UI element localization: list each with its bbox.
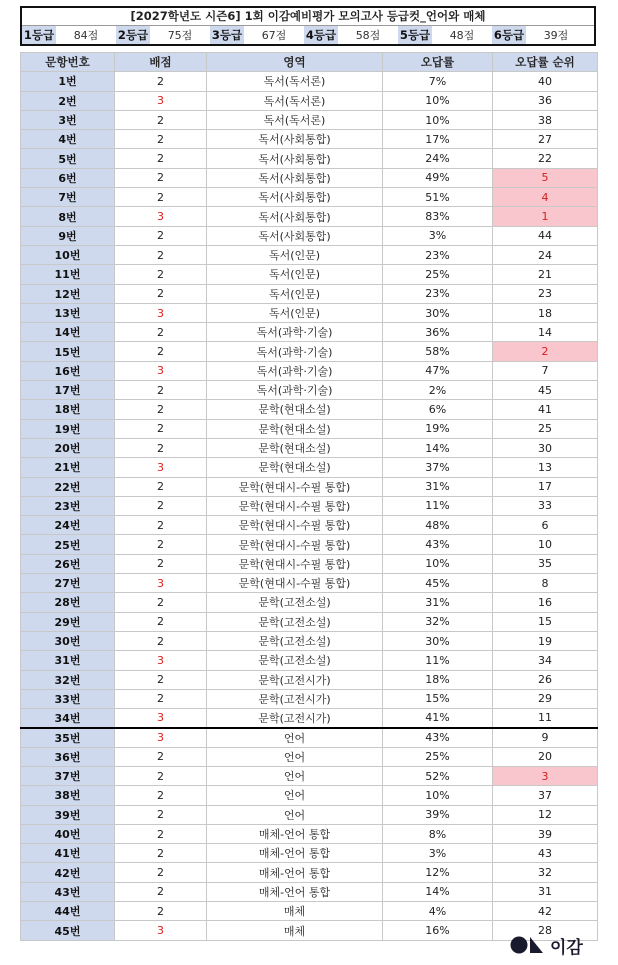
error-rate-cell: 37% (383, 458, 493, 477)
question-number-cell: 39번 (21, 805, 115, 824)
error-rate-cell: 18% (383, 670, 493, 689)
points-cell: 2 (115, 110, 207, 129)
error-rate-cell: 23% (383, 284, 493, 303)
area-cell: 매체 (207, 921, 383, 940)
table-row (21, 303, 598, 322)
table-row (21, 400, 598, 419)
col-header-area: 영역 (207, 53, 383, 72)
table-row (21, 651, 598, 670)
question-number-cell: 5번 (21, 149, 115, 168)
error-rate-cell: 10% (383, 554, 493, 573)
table-row (21, 824, 598, 843)
points-cell: 3 (115, 458, 207, 477)
error-rank-cell: 8 (493, 574, 598, 593)
area-cell: 독서(인문) (207, 303, 383, 322)
cutoff-grade: 5등급 (399, 28, 431, 42)
error-rate-cell: 51% (383, 188, 493, 207)
question-number-cell: 17번 (21, 381, 115, 400)
cutoff-grade: 1등급 (23, 28, 55, 42)
area-cell: 독서(독서론) (207, 91, 383, 110)
igam-logo-mark-icon (510, 935, 544, 955)
question-number-cell: 9번 (21, 226, 115, 245)
error-rate-cell: 43% (383, 535, 493, 554)
points-cell: 3 (115, 574, 207, 593)
cutoff-score: 75점 (167, 29, 193, 42)
area-cell: 문학(현대시-수필 통합) (207, 477, 383, 496)
area-cell: 문학(현대시-수필 통합) (207, 496, 383, 515)
points-cell: 2 (115, 535, 207, 554)
points-cell: 2 (115, 400, 207, 419)
item-analysis-table (20, 52, 598, 941)
area-cell: 문학(현대시-수필 통합) (207, 535, 383, 554)
error-rank-cell: 33 (493, 496, 598, 515)
table-row (21, 670, 598, 689)
area-cell: 독서(사회통합) (207, 226, 383, 245)
error-rank-cell: 23 (493, 284, 598, 303)
error-rate-cell: 14% (383, 438, 493, 457)
area-cell: 언어 (207, 786, 383, 805)
table-row (21, 130, 598, 149)
error-rank-cell: 27 (493, 130, 598, 149)
error-rank-cell: 31 (493, 882, 598, 901)
error-rank-cell: 24 (493, 245, 598, 264)
table-row (21, 110, 598, 129)
error-rate-cell: 48% (383, 516, 493, 535)
error-rank-cell: 26 (493, 670, 598, 689)
question-number-cell: 22번 (21, 477, 115, 496)
points-cell: 3 (115, 303, 207, 322)
points-cell: 2 (115, 786, 207, 805)
table-row (21, 458, 598, 477)
points-cell: 2 (115, 72, 207, 91)
table-row (21, 226, 598, 245)
question-number-cell: 16번 (21, 361, 115, 380)
area-cell: 독서(과학·기술) (207, 323, 383, 342)
question-number-cell: 1번 (21, 72, 115, 91)
question-number-cell: 21번 (21, 458, 115, 477)
question-number-cell: 12번 (21, 284, 115, 303)
points-cell: 3 (115, 361, 207, 380)
error-rank-cell: 20 (493, 747, 598, 766)
points-cell: 2 (115, 554, 207, 573)
error-rank-cell: 40 (493, 72, 598, 91)
table-row (21, 631, 598, 650)
table-row (21, 477, 598, 496)
question-number-cell: 6번 (21, 168, 115, 187)
logo-text: 이감 (550, 937, 583, 958)
area-cell: 언어 (207, 805, 383, 824)
table-row (21, 689, 598, 708)
points-cell: 2 (115, 477, 207, 496)
points-cell: 2 (115, 226, 207, 245)
table-row (21, 149, 598, 168)
table-row (21, 438, 598, 457)
area-cell: 독서(과학·기술) (207, 381, 383, 400)
question-number-cell: 28번 (21, 593, 115, 612)
points-cell: 2 (115, 516, 207, 535)
question-number-cell: 37번 (21, 766, 115, 785)
error-rate-cell: 52% (383, 766, 493, 785)
points-cell: 2 (115, 419, 207, 438)
table-row (21, 728, 598, 747)
area-cell: 독서(독서론) (207, 110, 383, 129)
error-rate-cell: 10% (383, 91, 493, 110)
area-cell: 언어 (207, 728, 383, 747)
table-row (21, 612, 598, 631)
points-cell: 3 (115, 91, 207, 110)
error-rate-cell: 32% (383, 612, 493, 631)
error-rate-cell: 19% (383, 419, 493, 438)
question-number-cell: 40번 (21, 824, 115, 843)
question-number-cell: 24번 (21, 516, 115, 535)
question-number-cell: 33번 (21, 689, 115, 708)
points-cell: 3 (115, 728, 207, 747)
error-rate-cell: 39% (383, 805, 493, 824)
points-cell: 3 (115, 921, 207, 940)
area-cell: 문학(고전소설) (207, 593, 383, 612)
error-rate-cell: 4% (383, 902, 493, 921)
table-row (21, 882, 598, 901)
question-number-cell: 43번 (21, 882, 115, 901)
error-rate-cell: 11% (383, 496, 493, 515)
error-rank-cell: 19 (493, 631, 598, 650)
error-rank-cell: 22 (493, 149, 598, 168)
table-row (21, 323, 598, 342)
points-cell: 2 (115, 612, 207, 631)
error-rank-cell: 29 (493, 689, 598, 708)
error-rank-cell: 18 (493, 303, 598, 322)
error-rank-cell: 7 (493, 361, 598, 380)
points-cell: 2 (115, 130, 207, 149)
points-cell: 2 (115, 188, 207, 207)
area-cell: 매체-언어 통합 (207, 824, 383, 843)
table-row (21, 766, 598, 785)
error-rate-cell: 31% (383, 477, 493, 496)
table-row (21, 516, 598, 535)
points-cell: 2 (115, 496, 207, 515)
error-rank-cell: 17 (493, 477, 598, 496)
error-rank-cell: 10 (493, 535, 598, 554)
area-cell: 문학(현대소설) (207, 400, 383, 419)
area-cell: 문학(고전시가) (207, 709, 383, 728)
points-cell: 2 (115, 323, 207, 342)
table-row (21, 72, 598, 91)
error-rate-cell: 49% (383, 168, 493, 187)
error-rate-cell: 3% (383, 844, 493, 863)
error-rate-cell: 7% (383, 72, 493, 91)
col-header-error-rate: 오답률 (383, 53, 493, 72)
points-cell: 2 (115, 342, 207, 361)
error-rank-cell: 11 (493, 709, 598, 728)
points-cell: 2 (115, 245, 207, 264)
area-cell: 문학(현대소설) (207, 438, 383, 457)
points-cell: 2 (115, 882, 207, 901)
error-rank-cell: 14 (493, 323, 598, 342)
error-rate-cell: 30% (383, 631, 493, 650)
question-number-cell: 3번 (21, 110, 115, 129)
table-row (21, 902, 598, 921)
error-rank-cell: 36 (493, 91, 598, 110)
grade-cutoffs (22, 26, 594, 44)
error-rate-cell: 8% (383, 824, 493, 843)
table-row (21, 554, 598, 573)
question-number-cell: 14번 (21, 323, 115, 342)
question-number-cell: 29번 (21, 612, 115, 631)
cutoff-grade: 3등급 (211, 28, 243, 42)
area-cell: 문학(현대시-수필 통합) (207, 516, 383, 535)
area-cell: 문학(현대시-수필 통합) (207, 574, 383, 593)
table-row (21, 265, 598, 284)
question-number-cell: 38번 (21, 786, 115, 805)
area-cell: 독서(사회통합) (207, 207, 383, 226)
area-cell: 문학(고전소설) (207, 631, 383, 650)
igam-logo (510, 932, 583, 958)
table-row (21, 747, 598, 766)
area-cell: 문학(현대소설) (207, 419, 383, 438)
points-cell: 2 (115, 747, 207, 766)
header-box (20, 6, 596, 46)
error-rate-cell: 10% (383, 786, 493, 805)
area-cell: 언어 (207, 766, 383, 785)
error-rank-cell: 6 (493, 516, 598, 535)
question-number-cell: 32번 (21, 670, 115, 689)
table-row (21, 91, 598, 110)
error-rate-cell: 31% (383, 593, 493, 612)
points-cell: 3 (115, 709, 207, 728)
error-rate-cell: 16% (383, 921, 493, 940)
area-cell: 독서(인문) (207, 284, 383, 303)
points-cell: 2 (115, 631, 207, 650)
question-number-cell: 8번 (21, 207, 115, 226)
table-row (21, 361, 598, 380)
table-row (21, 805, 598, 824)
error-rank-cell: 34 (493, 651, 598, 670)
error-rate-cell: 36% (383, 323, 493, 342)
error-rate-cell: 25% (383, 265, 493, 284)
error-rate-cell: 11% (383, 651, 493, 670)
cutoff-grade: 2등급 (117, 28, 149, 42)
question-number-cell: 34번 (21, 709, 115, 728)
error-rate-cell: 23% (383, 245, 493, 264)
cutoff-score: 58점 (355, 29, 381, 42)
error-rate-cell: 6% (383, 400, 493, 419)
area-cell: 문학(고전시가) (207, 689, 383, 708)
error-rank-cell: 1 (493, 207, 598, 226)
points-cell: 2 (115, 902, 207, 921)
question-number-cell: 2번 (21, 91, 115, 110)
cutoff-score: 39점 (543, 29, 569, 42)
error-rank-cell: 16 (493, 593, 598, 612)
error-rank-cell: 3 (493, 766, 598, 785)
table-row (21, 168, 598, 187)
error-rank-cell: 13 (493, 458, 598, 477)
question-number-cell: 23번 (21, 496, 115, 515)
area-cell: 문학(고전소설) (207, 612, 383, 631)
area-cell: 독서(사회통합) (207, 130, 383, 149)
points-cell: 2 (115, 168, 207, 187)
cutoff-grade: 6등급 (493, 28, 525, 42)
error-rank-cell: 43 (493, 844, 598, 863)
points-cell: 2 (115, 805, 207, 824)
error-rate-cell: 58% (383, 342, 493, 361)
question-number-cell: 41번 (21, 844, 115, 863)
table-row (21, 188, 598, 207)
question-number-cell: 19번 (21, 419, 115, 438)
col-header-points: 배점 (115, 53, 207, 72)
col-header-question: 문항번호 (21, 53, 115, 72)
question-number-cell: 10번 (21, 245, 115, 264)
error-rank-cell: 38 (493, 110, 598, 129)
error-rate-cell: 12% (383, 863, 493, 882)
error-rate-cell: 3% (383, 226, 493, 245)
table-row (21, 593, 598, 612)
points-cell: 2 (115, 863, 207, 882)
area-cell: 문학(현대시-수필 통합) (207, 554, 383, 573)
points-cell: 2 (115, 824, 207, 843)
error-rank-cell: 41 (493, 400, 598, 419)
error-rank-cell: 30 (493, 438, 598, 457)
cutoff-score: 67점 (261, 29, 287, 42)
points-cell: 2 (115, 381, 207, 400)
table-row (21, 496, 598, 515)
table-row (21, 207, 598, 226)
error-rate-cell: 10% (383, 110, 493, 129)
area-cell: 문학(고전시가) (207, 670, 383, 689)
question-number-cell: 35번 (21, 728, 115, 747)
points-cell: 3 (115, 207, 207, 226)
cutoff-grade: 4등급 (305, 28, 337, 42)
question-number-cell: 27번 (21, 574, 115, 593)
area-cell: 독서(과학·기술) (207, 361, 383, 380)
error-rate-cell: 25% (383, 747, 493, 766)
question-number-cell: 11번 (21, 265, 115, 284)
question-number-cell: 13번 (21, 303, 115, 322)
page-title: [2027학년도 시즌6] 1회 이감예비평가 모의고사 등급컷_언어와 매체 (22, 8, 594, 26)
question-number-cell: 4번 (21, 130, 115, 149)
area-cell: 독서(사회통합) (207, 149, 383, 168)
question-number-cell: 30번 (21, 631, 115, 650)
error-rank-cell: 5 (493, 168, 598, 187)
points-cell: 3 (115, 651, 207, 670)
points-cell: 2 (115, 284, 207, 303)
area-cell: 매체-언어 통합 (207, 844, 383, 863)
points-cell: 2 (115, 689, 207, 708)
points-cell: 2 (115, 766, 207, 785)
error-rank-cell: 32 (493, 863, 598, 882)
question-number-cell: 36번 (21, 747, 115, 766)
table-row (21, 709, 598, 728)
error-rate-cell: 14% (383, 882, 493, 901)
error-rank-cell: 15 (493, 612, 598, 631)
table-row (21, 844, 598, 863)
error-rank-cell: 2 (493, 342, 598, 361)
error-rank-cell: 37 (493, 786, 598, 805)
points-cell: 2 (115, 844, 207, 863)
area-cell: 문학(현대소설) (207, 458, 383, 477)
question-number-cell: 18번 (21, 400, 115, 419)
area-cell: 독서(인문) (207, 245, 383, 264)
question-number-cell: 45번 (21, 921, 115, 940)
question-number-cell: 44번 (21, 902, 115, 921)
error-rate-cell: 30% (383, 303, 493, 322)
error-rate-cell: 41% (383, 709, 493, 728)
area-cell: 매체 (207, 902, 383, 921)
table-row (21, 284, 598, 303)
error-rank-cell: 42 (493, 902, 598, 921)
error-rank-cell: 25 (493, 419, 598, 438)
error-rank-cell: 9 (493, 728, 598, 747)
table-row (21, 863, 598, 882)
table-row (21, 342, 598, 361)
error-rate-cell: 83% (383, 207, 493, 226)
error-rank-cell: 44 (493, 226, 598, 245)
question-number-cell: 31번 (21, 651, 115, 670)
area-cell: 독서(독서론) (207, 72, 383, 91)
error-rate-cell: 24% (383, 149, 493, 168)
points-cell: 2 (115, 265, 207, 284)
table-row (21, 419, 598, 438)
error-rate-cell: 47% (383, 361, 493, 380)
question-number-cell: 26번 (21, 554, 115, 573)
error-rank-cell: 39 (493, 824, 598, 843)
error-rate-cell: 15% (383, 689, 493, 708)
area-cell: 독서(사회통합) (207, 168, 383, 187)
table-header-row (21, 53, 598, 72)
area-cell: 매체-언어 통합 (207, 863, 383, 882)
points-cell: 2 (115, 670, 207, 689)
question-number-cell: 7번 (21, 188, 115, 207)
question-number-cell: 25번 (21, 535, 115, 554)
points-cell: 2 (115, 593, 207, 612)
error-rank-cell: 28 (493, 921, 598, 940)
error-rate-cell: 17% (383, 130, 493, 149)
question-number-cell: 15번 (21, 342, 115, 361)
area-cell: 독서(사회통합) (207, 188, 383, 207)
error-rank-cell: 45 (493, 381, 598, 400)
col-header-error-rank: 오답률 순위 (493, 53, 598, 72)
area-cell: 문학(고전소설) (207, 651, 383, 670)
question-number-cell: 20번 (21, 438, 115, 457)
table-row (21, 381, 598, 400)
error-rate-cell: 2% (383, 381, 493, 400)
error-rank-cell: 21 (493, 265, 598, 284)
table-row (21, 535, 598, 554)
points-cell: 2 (115, 149, 207, 168)
area-cell: 독서(인문) (207, 265, 383, 284)
area-cell: 매체-언어 통합 (207, 882, 383, 901)
cutoff-score: 48점 (449, 29, 475, 42)
cutoff-score: 84점 (73, 29, 99, 42)
error-rate-cell: 43% (383, 728, 493, 747)
question-number-cell: 42번 (21, 863, 115, 882)
area-cell: 언어 (207, 747, 383, 766)
table-row (21, 574, 598, 593)
error-rank-cell: 35 (493, 554, 598, 573)
area-cell: 독서(과학·기술) (207, 342, 383, 361)
error-rank-cell: 4 (493, 188, 598, 207)
points-cell: 2 (115, 438, 207, 457)
error-rate-cell: 45% (383, 574, 493, 593)
table-row (21, 245, 598, 264)
table-row (21, 786, 598, 805)
error-rank-cell: 12 (493, 805, 598, 824)
